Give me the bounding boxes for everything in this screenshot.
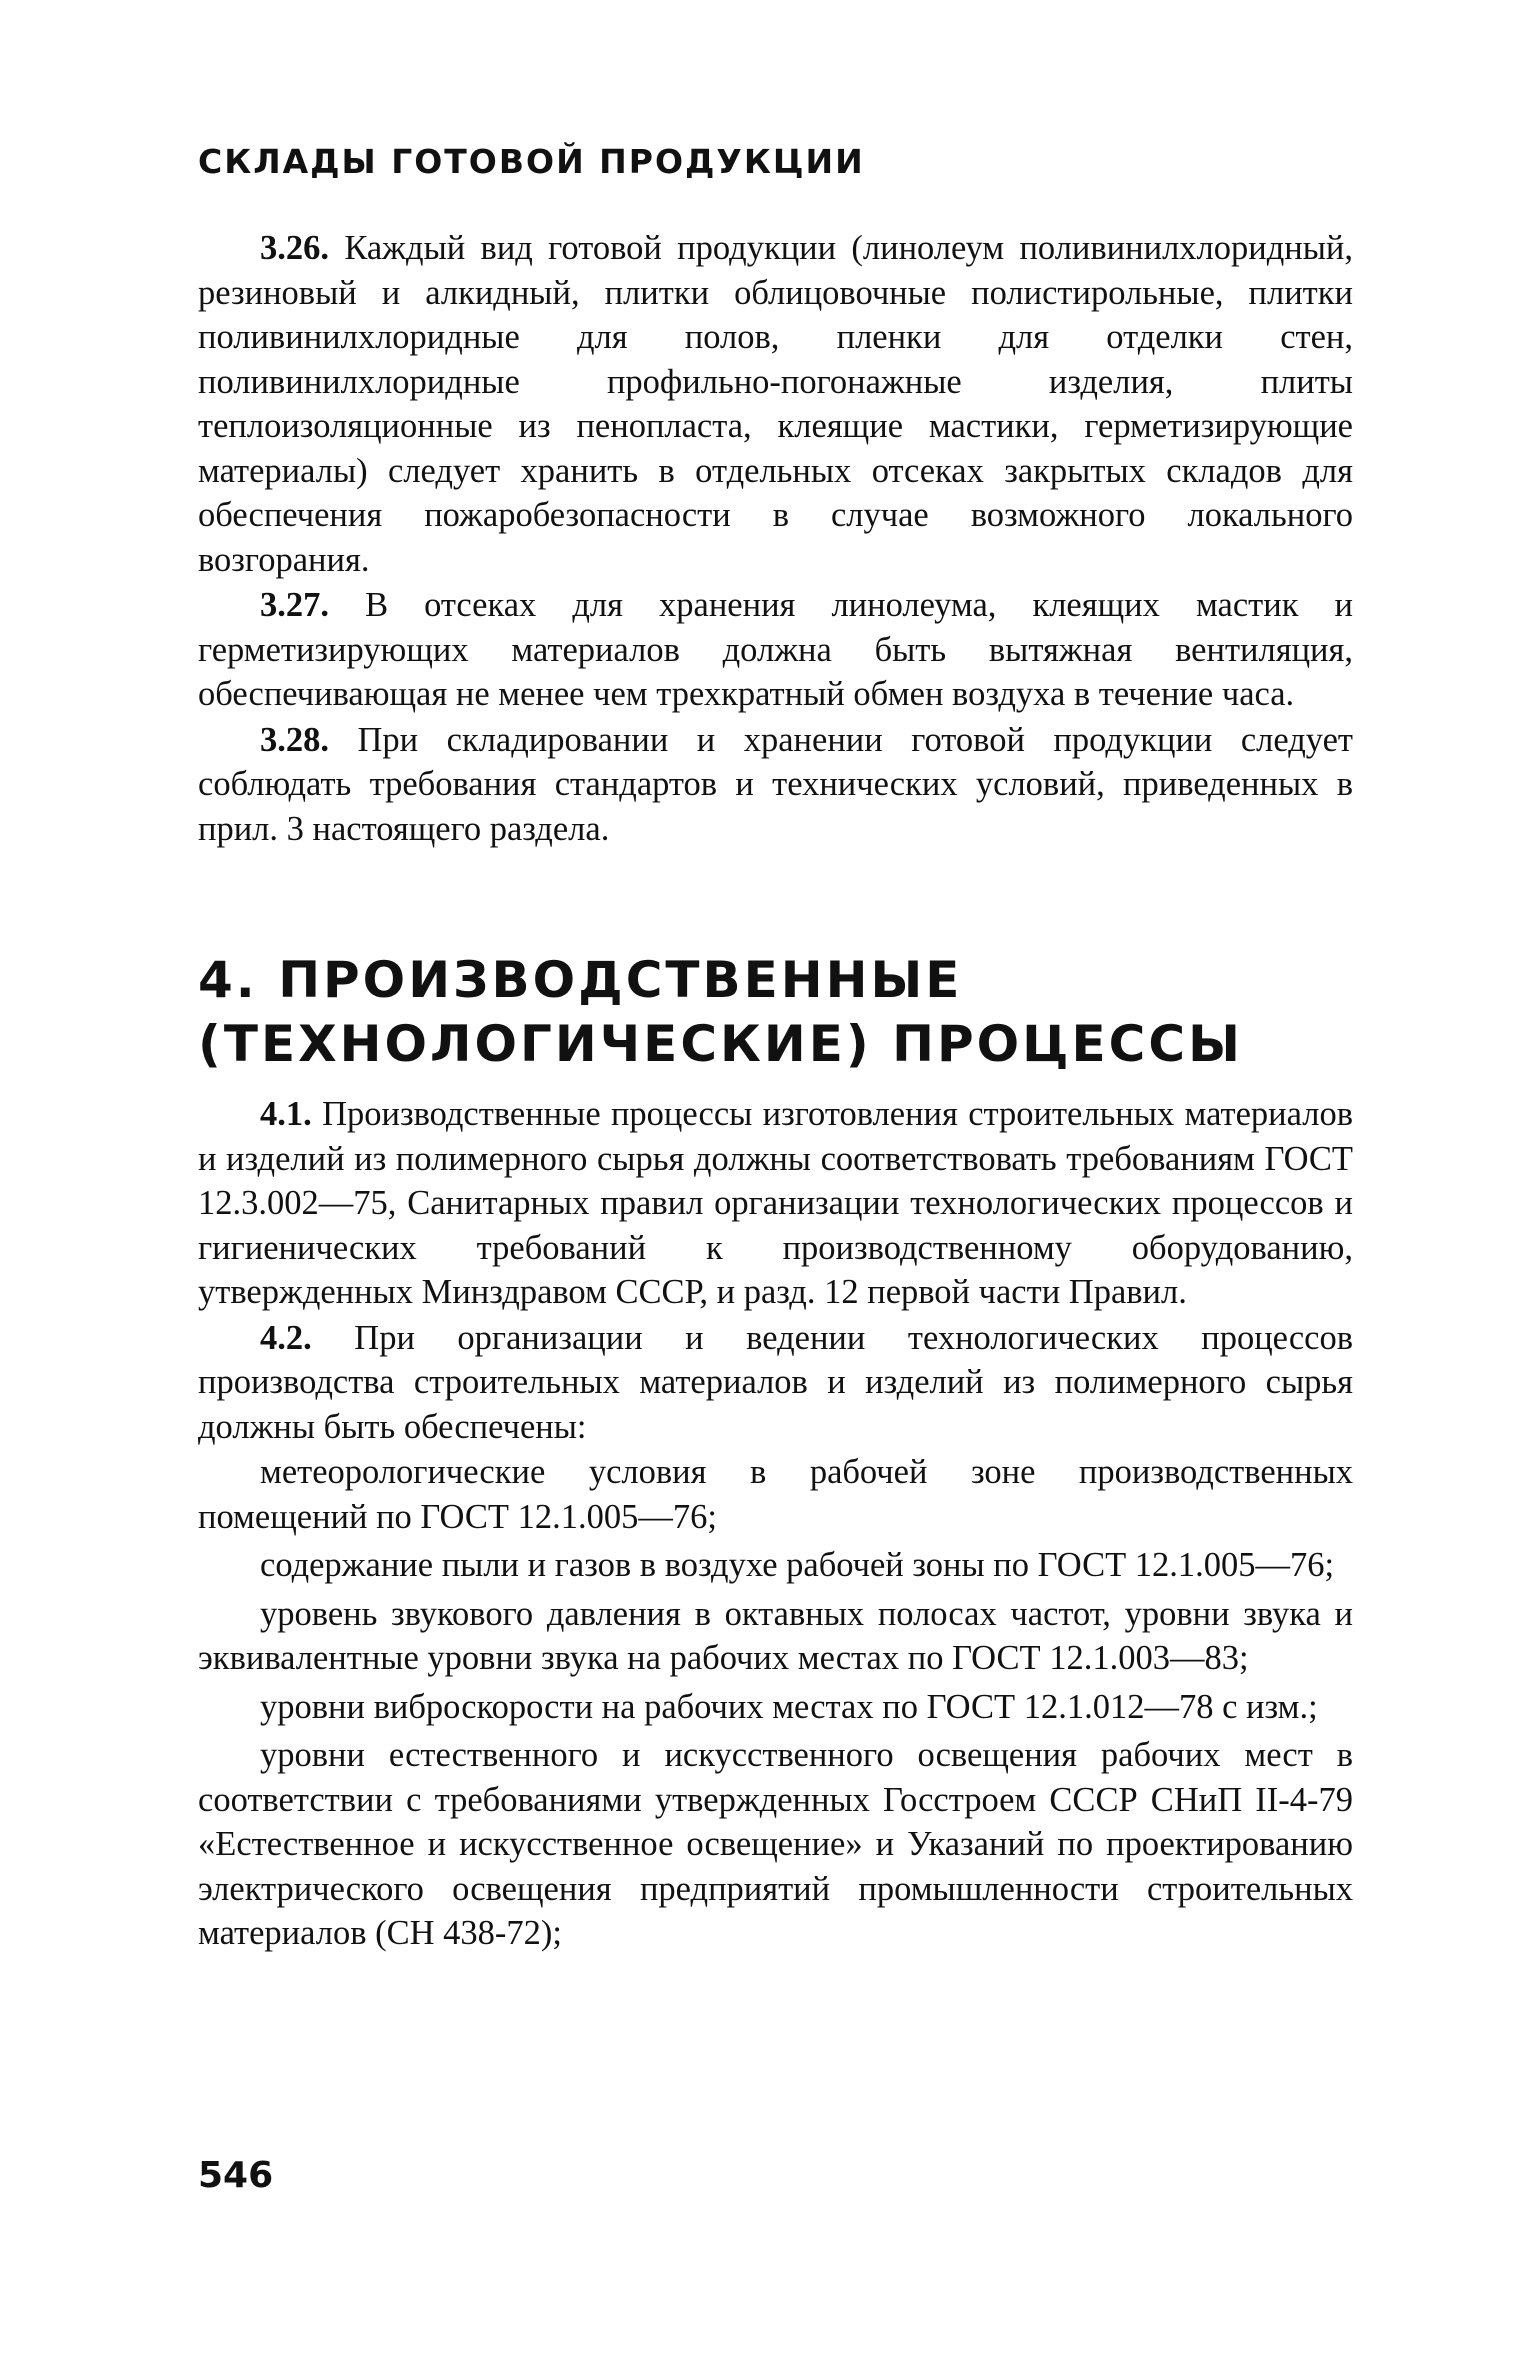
paragraph-number: 3.26. — [260, 229, 329, 267]
paragraph-number: 4.2. — [260, 1318, 312, 1357]
paragraph-number: 4.1. — [260, 1095, 312, 1133]
list-item: уровни виброскорости на рабочих местах по ГОСТ 12.1.012—78 с изм.; — [260, 1687, 1318, 1726]
paragraph-text: При организации и ведении технологических процессов производства строительных материалов и изделий из полимерного сырья должны быть обеспечены: — [198, 1318, 1354, 1446]
paragraph-number: 3.28. — [260, 720, 329, 759]
paragraph-3-28 — [198, 718, 1353, 852]
paragraph-text: Каждый вид готовой продукции (линолеум поливинилхлоридный, резиновый и алкидный, плитки облицовочные полистирольные, плитки поливинилхлоридные для полов, пленки для отделки стен, поливинилхлоридные профильно-погонажные изделия, плиты теплоизоляционные из пенопласта, клеящие мастики, герметизирующие материалы) следует хранить в отдельных отсеках закрытых складов для обеспечения пожаробезопасности в случае возможного локального возгорания. — [198, 229, 1353, 579]
paragraph-text: В отсеках для хранения линолеума, клеящих мастик и герметизирующих материалов должна быть вытяжная вентиляция, обеспечивающая не менее чем трехкратный обмен воздуха в течение часа. — [198, 586, 1353, 713]
chapter-title — [198, 948, 1243, 1076]
paragraph-3-26 — [198, 226, 1353, 582]
storage-paragraphs — [198, 226, 1353, 852]
paragraph-text: При складировании и хранении готовой продукции следует соблюдать требования стандартов и технических условий, приведенных в прил. 3 настоящего раздела. — [198, 720, 1353, 848]
paragraph-4-2 — [198, 1316, 1353, 1450]
paragraph-3-27 — [198, 583, 1353, 717]
process-paragraphs — [198, 1092, 1353, 1960]
paragraph-number: 3.27. — [260, 586, 329, 624]
paragraph-text: Производственные процессы изготовления строительных материалов и изделий из полимерного сырья должны соответствовать требованиям ГОСТ 12.3.002—75, Санитарных правил организации технологических процессов и гигиенических требований к производственному оборудованию, утвержденных Минздравом СССР, и разд. 12 первой части Правил. — [198, 1095, 1353, 1311]
list-item: метеорологические условия в рабочей зоне производственных помещений по ГОСТ 12.1.005—76; — [198, 1453, 1353, 1536]
list-item: содержание пыли и газов в воздухе рабочей зоны по ГОСТ 12.1.005—76; — [260, 1546, 1335, 1584]
chapter-title-line-1: 4. ПРОИЗВОДСТВЕННЫЕ — [198, 951, 963, 1009]
requirements-list — [198, 1450, 1353, 1956]
paragraph-4-1 — [198, 1092, 1353, 1315]
chapter-title-line-2: (ТЕХНОЛОГИЧЕСКИЕ) ПРОЦЕССЫ — [198, 1015, 1243, 1073]
list-item: уровни естественного и искусственного освещения рабочих мест в соответствии с требованиями утвержденных Госстроем СССР СНиП II-4-79 «Естественное и искусственное освещение» и Указаний по проектированию электрического освещения предприятий промышленности строительных материалов (СН 438-72); — [198, 1736, 1353, 1952]
page-number: 546 — [198, 2155, 274, 2196]
list-item: уровень звукового давления в октавных полосах частот, уровни звука и эквивалентные уровни звука на рабочих местах по ГОСТ 12.1.003—83; — [198, 1594, 1353, 1677]
section-title: СКЛАДЫ ГОТОВОЙ ПРОДУКЦИИ — [198, 142, 865, 181]
